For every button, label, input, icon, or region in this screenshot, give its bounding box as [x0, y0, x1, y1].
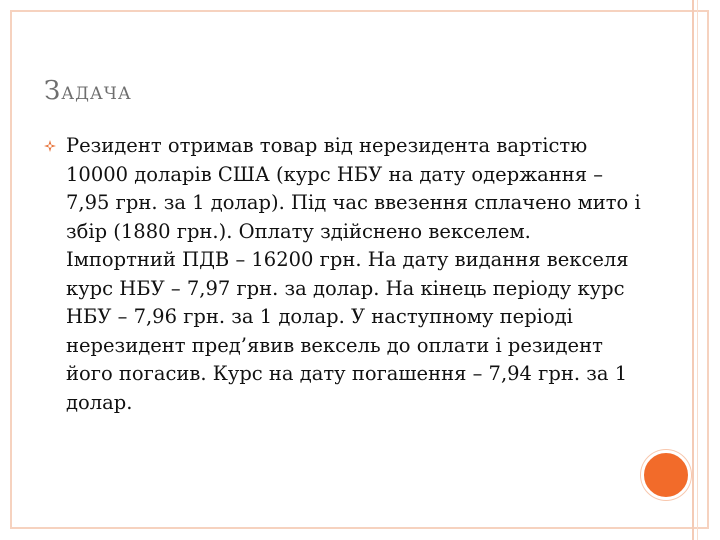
bullet-text: Резидент отримав товар від нерезидента вартістю 10000 доларів США (курс НБУ на дату одержання – 7,95 грн. за 1 долар). Під час ввезення сплачено мито і збір (1880 грн.). Оплату здійснено векселем. Імпортний ПДВ – 16200 грн. На дату видання векселя курс НБУ – 7,97 грн. за долар. На кінець періоду курс НБУ – 7,96 грн. за 1 долар. У наступному періоді нерезидент пред’явив вексель до оплати і резидент його погасив. Курс на дату погашення – 7,94 грн. за 1 долар. — [66, 134, 641, 414]
orange-circle-icon — [641, 450, 691, 500]
slide-frame-right-line-thin — [697, 0, 698, 540]
slide-title — [44, 78, 132, 104]
slide-title-rest: АДАЧА — [61, 84, 132, 104]
slide-frame-right-line — [692, 0, 694, 540]
diamond-bullet-icon — [44, 137, 56, 149]
slide-title-first-letter: З — [44, 76, 62, 106]
